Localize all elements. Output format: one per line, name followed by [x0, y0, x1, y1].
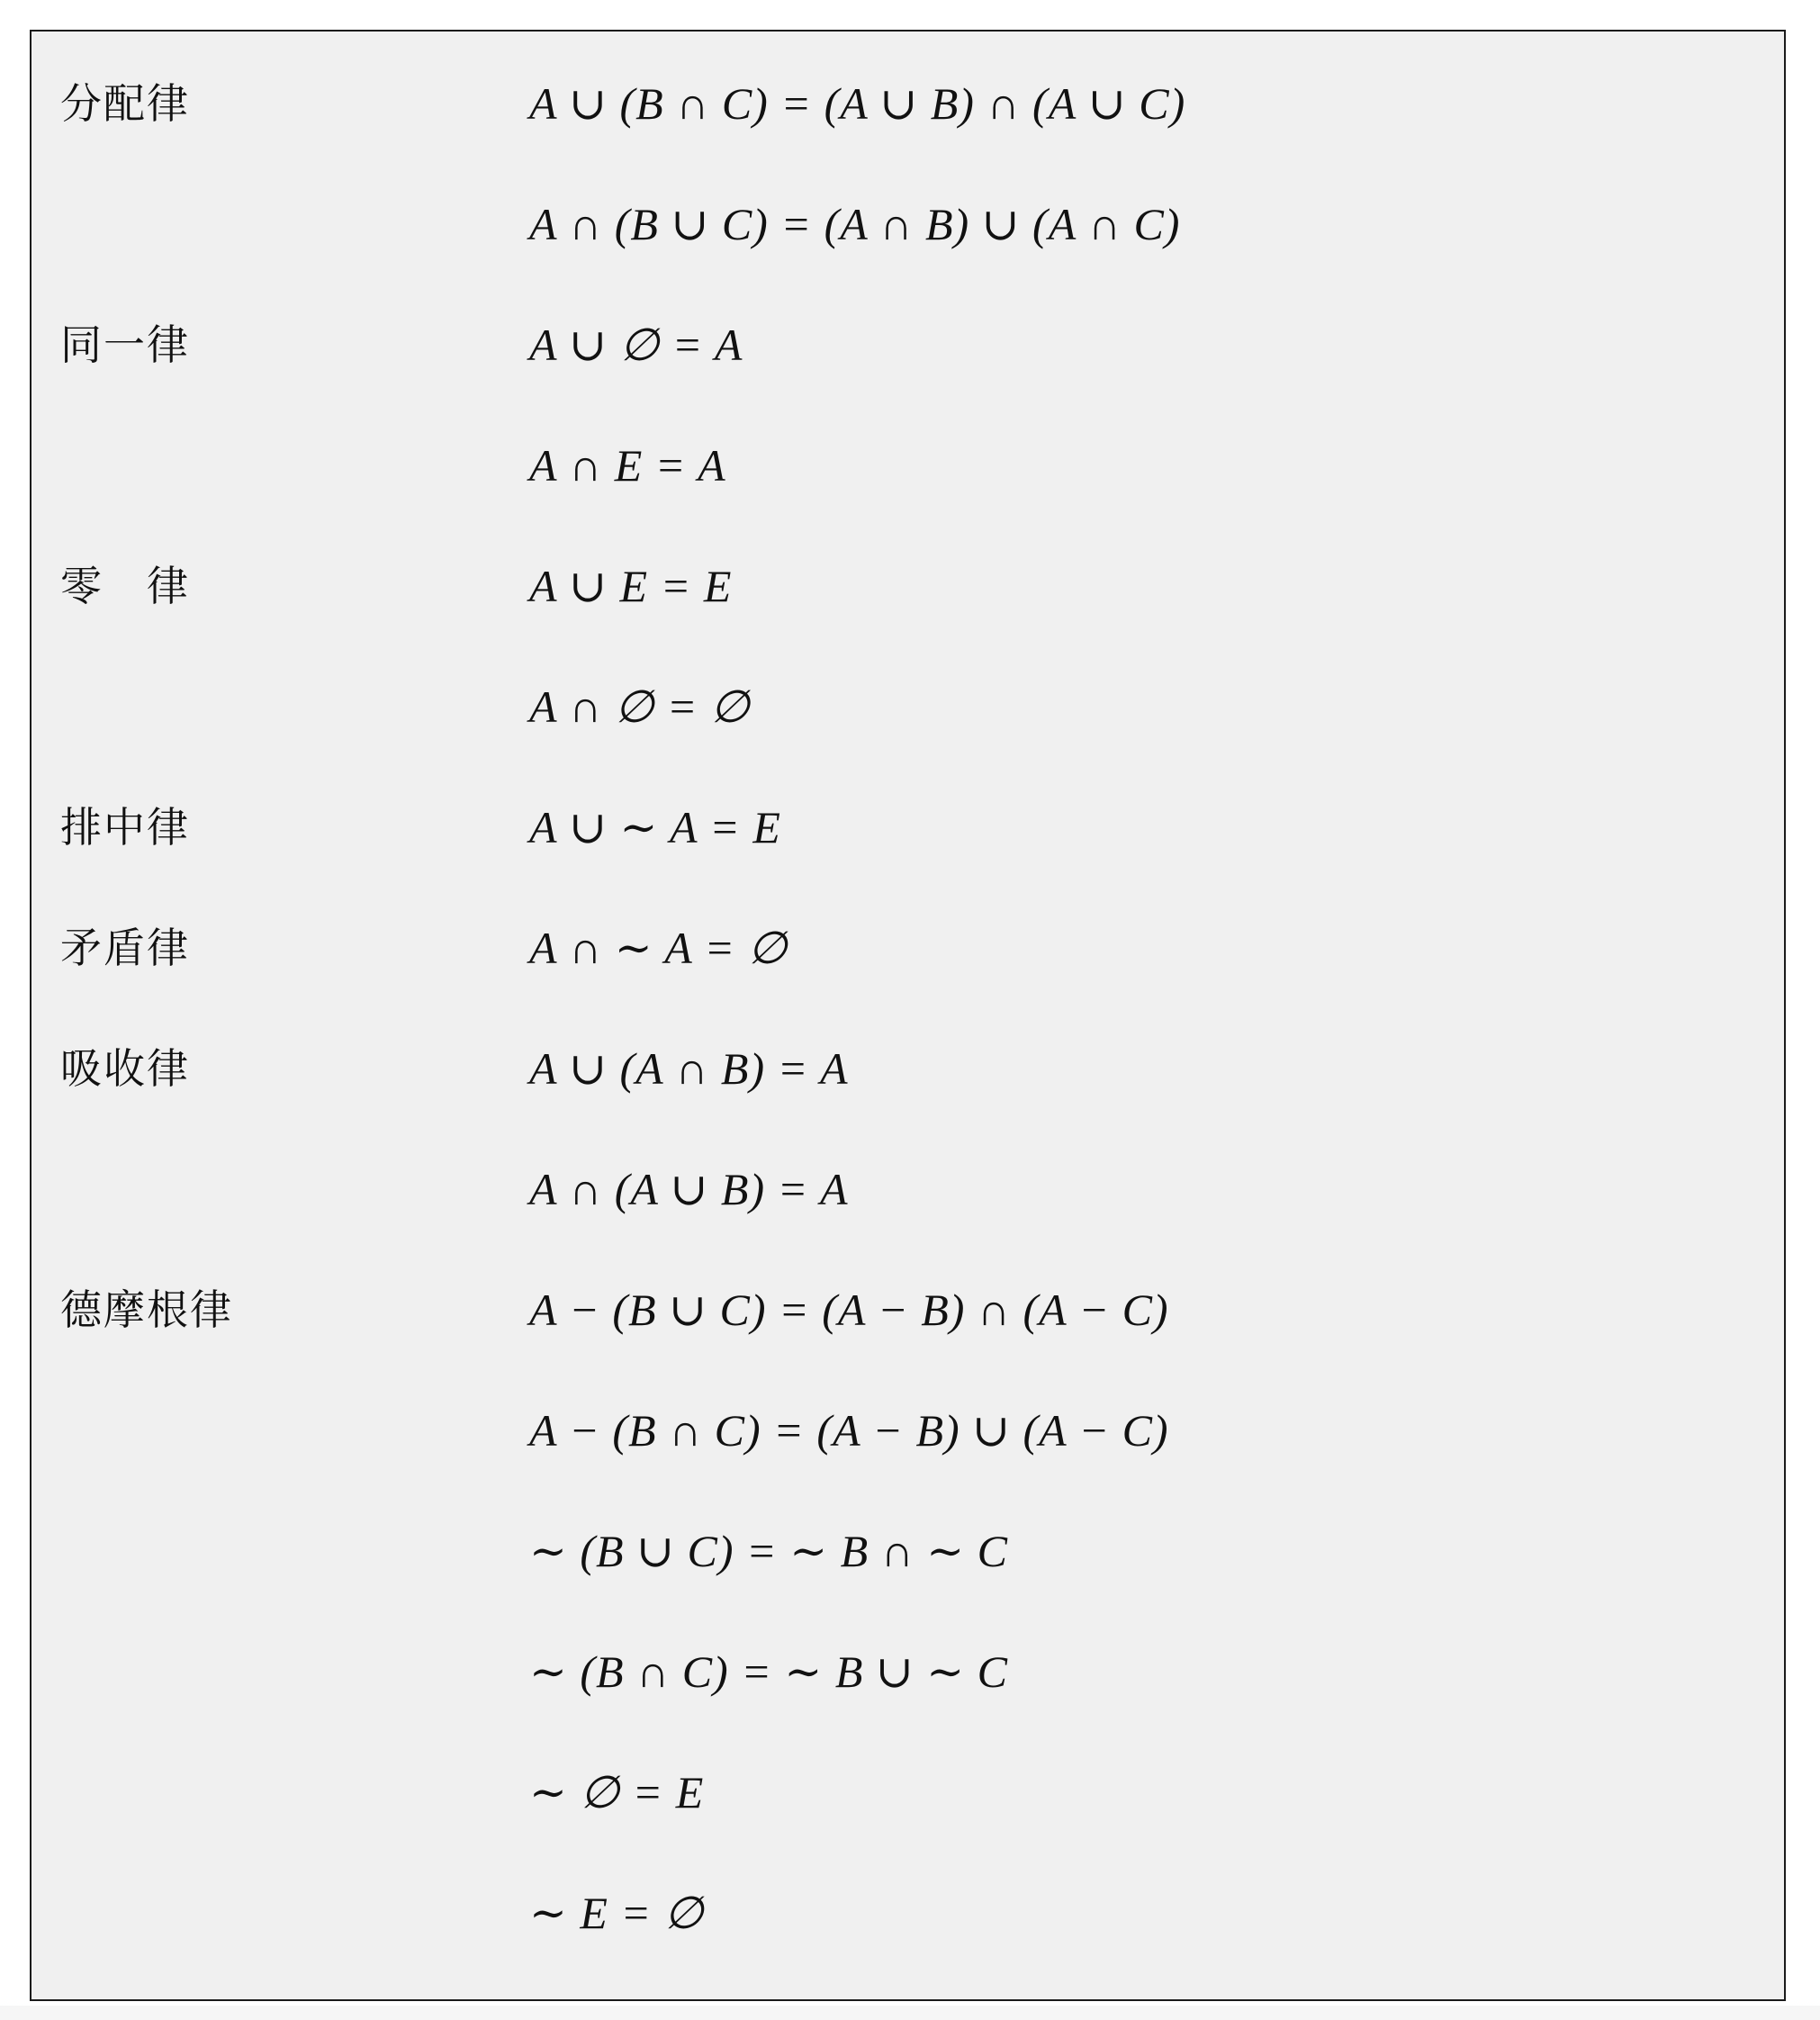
law-row [32, 1149, 1784, 1230]
law-row [32, 1028, 1784, 1109]
law-row [32, 1269, 1784, 1350]
law-name: 分配律 [60, 79, 190, 128]
law-row [32, 907, 1784, 988]
law-formula: A ∩ E = A [529, 440, 726, 491]
law-name: 德摩根律 [60, 1285, 233, 1334]
law-row [32, 1510, 1784, 1592]
law-formula: A − (B ∪ C) = (A − B) ∩ (A − C) [529, 1285, 1169, 1335]
law-formula: A ∪ ∅ = A [529, 320, 743, 370]
law-row [32, 184, 1784, 265]
law-name: 零 律 [60, 562, 190, 610]
law-formula: A ∪ (B ∩ C) = (A ∪ B) ∩ (A ∪ C) [529, 78, 1186, 129]
law-formula: ∼ (B ∪ C) = ∼ B ∩ ∼ C [529, 1526, 1009, 1576]
law-row [32, 63, 1784, 144]
law-formula: ∼ E = ∅ [529, 1888, 705, 1938]
law-formula: ∼ (B ∩ C) = ∼ B ∪ ∼ C [529, 1646, 1009, 1697]
page-bottom-edge [0, 2006, 1820, 2020]
law-row [32, 1752, 1784, 1833]
law-name: 矛盾律 [60, 924, 190, 972]
law-formula: A − (B ∩ C) = (A − B) ∪ (A − C) [529, 1405, 1169, 1456]
law-row [32, 546, 1784, 627]
law-row [32, 1631, 1784, 1712]
law-name: 排中律 [60, 803, 190, 852]
law-formula: A ∪ (A ∩ B) = A [529, 1043, 849, 1094]
law-formula: ∼ ∅ = E [529, 1767, 705, 1817]
law-formula: A ∩ (A ∪ B) = A [529, 1164, 849, 1214]
law-name: 同一律 [60, 320, 190, 369]
law-formula: A ∪ E = E [529, 561, 733, 611]
law-formula: A ∪ ∼ A = E [529, 802, 781, 852]
law-row [32, 666, 1784, 747]
law-formula: A ∩ (B ∪ C) = (A ∩ B) ∪ (A ∩ C) [529, 199, 1181, 249]
law-row [32, 425, 1784, 506]
law-row [32, 787, 1784, 868]
law-row [32, 1872, 1784, 1953]
law-formula: A ∩ ∼ A = ∅ [529, 923, 788, 973]
law-formula: A ∩ ∅ = ∅ [529, 681, 751, 732]
law-row [32, 304, 1784, 385]
law-name: 吸收律 [60, 1044, 190, 1093]
law-row [32, 1390, 1784, 1471]
laws-panel [30, 30, 1786, 2001]
